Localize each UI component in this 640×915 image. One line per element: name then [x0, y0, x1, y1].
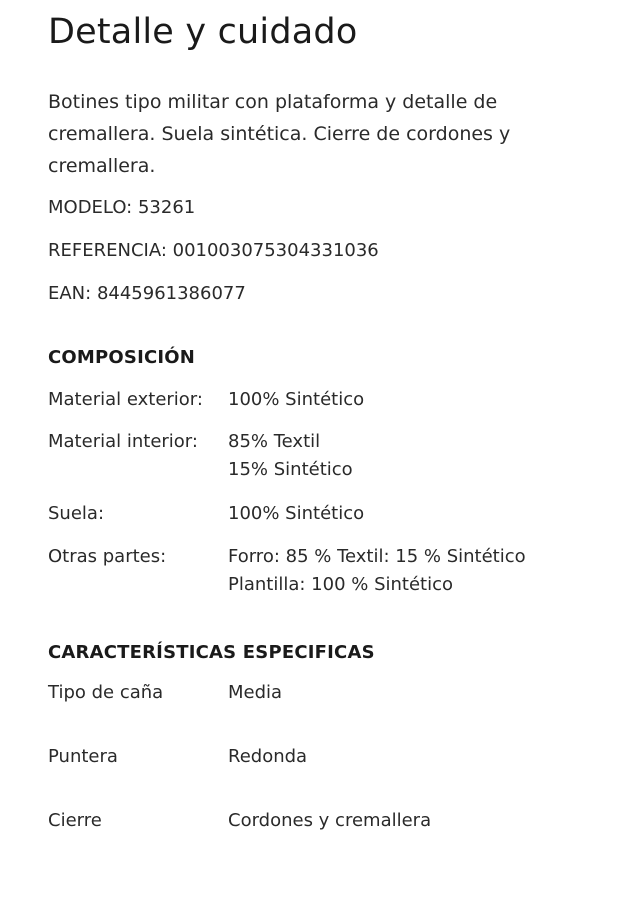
composition-value: 15% Sintético	[228, 459, 353, 480]
composition-label: Material exterior:	[48, 389, 203, 410]
composition-row-sole	[48, 500, 592, 528]
composition-row-exterior	[48, 386, 592, 414]
ean-code: EAN: 8445961386077	[48, 283, 246, 304]
spec-label: Cierre	[48, 810, 102, 831]
composition-value: Forro: 85 % Textil: 15 % Sintético	[228, 546, 526, 567]
composition-label: Material interior:	[48, 431, 198, 452]
composition-value: 85% Textil	[228, 431, 321, 452]
reference-number: REFERENCIA: 001003075304331036	[48, 240, 379, 261]
spec-value: Media	[228, 682, 283, 703]
product-description: Botines tipo militar con plataforma y detalle de cremallera. Suela sintética. Cierre de cordones y cremallera.	[48, 91, 511, 177]
spec-row-closure	[48, 807, 592, 835]
model-number: MODELO: 53261	[48, 197, 196, 218]
spec-label: Tipo de caña	[48, 682, 164, 703]
specs-heading: CARACTERÍSTICAS ESPECIFICAS	[48, 642, 375, 663]
composition-values	[228, 543, 592, 599]
composition-value: 100% Sintético	[228, 389, 365, 410]
composition-values	[228, 500, 592, 528]
composition-values	[228, 428, 592, 484]
spec-label: Puntera	[48, 746, 118, 767]
composition-value: Plantilla: 100 % Sintético	[228, 574, 454, 595]
composition-label: Otras partes:	[48, 546, 167, 567]
composition-values	[228, 386, 592, 414]
composition-row-other	[48, 543, 592, 599]
page-title: Detalle y cuidado	[48, 12, 358, 52]
composition-heading: COMPOSICIÓN	[48, 347, 196, 368]
spec-row-shaft	[48, 679, 592, 707]
composition-row-interior	[48, 428, 592, 484]
composition-label: Suela:	[48, 503, 105, 524]
spec-value: Redonda	[228, 746, 308, 767]
spec-value: Cordones y cremallera	[228, 810, 432, 831]
spec-row-toe	[48, 743, 592, 771]
composition-value: 100% Sintético	[228, 503, 365, 524]
